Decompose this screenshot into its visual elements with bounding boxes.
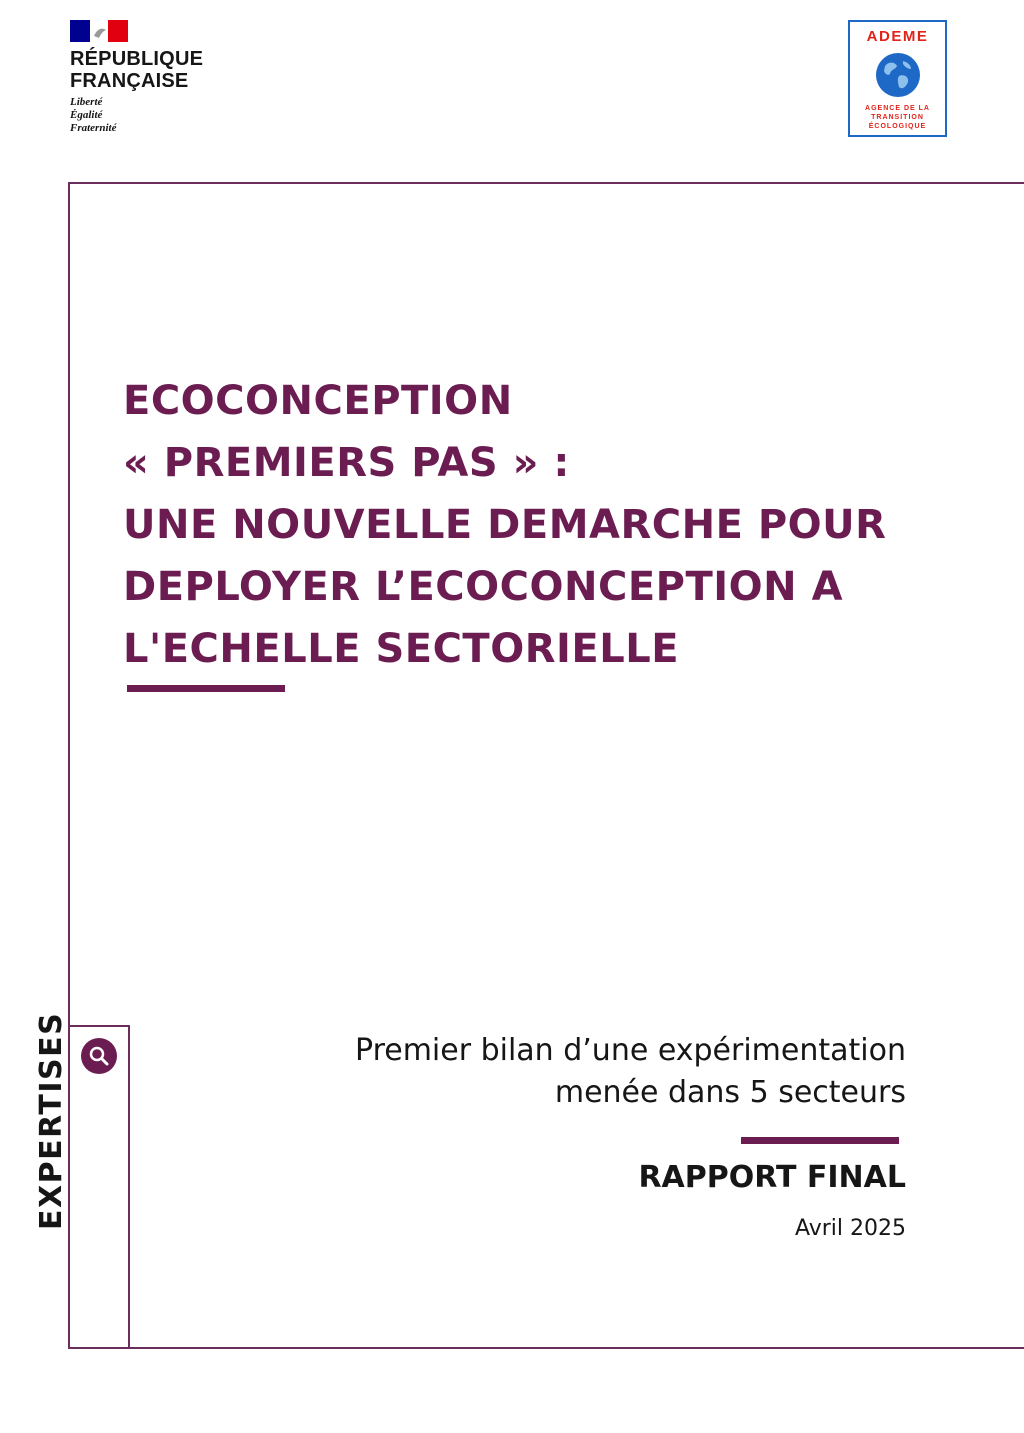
report-type: RAPPORT FINAL <box>638 1160 906 1195</box>
ademe-logo <box>848 20 947 137</box>
magnifier-glyph <box>88 1045 110 1067</box>
search-icon <box>81 1038 117 1074</box>
republique-motto <box>70 96 250 135</box>
ademe-subtitle-line-3: ÉCOLOGIQUE <box>868 123 927 130</box>
republique-name-line-2: FRANÇAISE <box>70 70 189 92</box>
motto-fraternite: Fraternité <box>70 122 117 134</box>
republique-name-line-1: RÉPUBLIQUE <box>70 48 204 70</box>
marianne-flag-icon <box>70 20 128 42</box>
title-line-4: DEPLOYER L’ECOCONCEPTION A <box>123 564 844 610</box>
report-date: Avril 2025 <box>794 1216 906 1241</box>
subtitle-line-1: Premier bilan d’une expérimentation <box>355 1033 906 1068</box>
ademe-subtitle-line-2: TRANSITION <box>871 114 924 121</box>
motto-egalite: Égalité <box>70 109 103 121</box>
report-title <box>123 370 983 680</box>
title-divider <box>127 685 285 692</box>
republique-name <box>70 48 250 92</box>
ademe-subtitle-line-1: AGENCE DE LA <box>865 105 930 112</box>
title-line-3: UNE NOUVELLE DEMARCHE POUR <box>123 502 887 548</box>
frame-bottom-border <box>68 1347 1024 1349</box>
subtitle-divider <box>741 1137 899 1144</box>
subtitle-line-2: menée dans 5 secteurs <box>554 1075 906 1110</box>
frame-top-border <box>68 182 1024 184</box>
collection-tab <box>68 1025 130 1347</box>
title-line-2: « PREMIERS PAS » : <box>123 440 570 486</box>
globe-icon <box>875 52 921 98</box>
title-line-5: L'ECHELLE SECTORIELLE <box>123 626 680 672</box>
ademe-name: ADEME <box>866 28 929 45</box>
republique-francaise-logo <box>70 20 250 135</box>
title-line-1: ECOCONCEPTION <box>123 378 513 424</box>
ademe-subtitle <box>850 104 945 131</box>
collection-label: EXPERTISES <box>34 1011 69 1230</box>
report-subtitle <box>206 1030 906 1114</box>
motto-liberte: Liberté <box>70 96 103 108</box>
